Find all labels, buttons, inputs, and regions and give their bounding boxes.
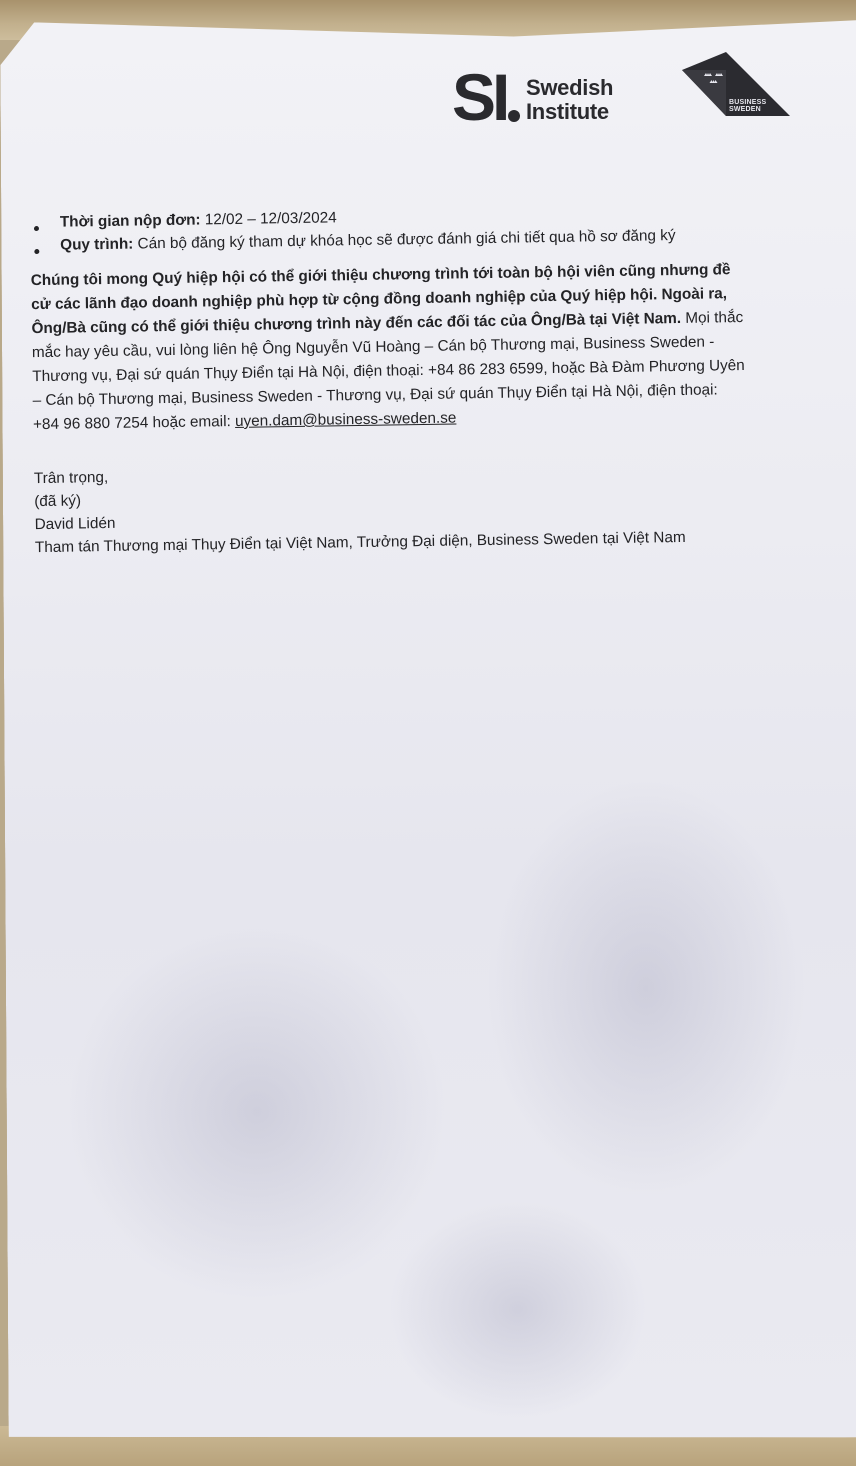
bullet-label: Thời gian nộp đơn: [59,211,201,231]
paragraph-line-7 [33,409,457,434]
bullet-item-process [60,227,676,255]
signer-name: David Lidén [34,514,116,534]
si-name-line2: Institute [526,99,609,124]
bullet-label: Quy trình: [60,235,134,254]
bullet-text: 12/02 – 12/03/2024 [200,209,337,229]
paragraph-line-3-rest: Mọi thắc [680,308,744,327]
si-name-line1: Swedish [526,75,614,100]
bullet-item-application-period [60,209,337,231]
paragraph-line-2: cử các lãnh đạo doanh nghiệp phù hợp từ cộng đồng doanh nghiệp của Quý hiệp hội. Ngoài ra, [31,285,728,314]
si-logo-mark: SI [452,60,507,134]
signature-note: (đã ký) [34,492,82,511]
bs-name-line2: SWEDEN [729,106,761,113]
paragraph-line-3-bold: Ông/Bà cũng có thể giới thiệu chương trình này đến các đối tác của Ông/Bà tại Việt Nam. [31,309,682,338]
bullet-dot [34,226,39,231]
contact-email-link[interactable]: uyen.dam@business-sweden.se [234,409,457,430]
signer-title: Tham tán Thương mại Thụy Điển tại Việt Nam, Trưởng Đại diện, Business Sweden tại Việt Nam [34,528,686,557]
contact-prefix: +84 96 880 7254 hoặc email: [32,412,236,434]
bullet-text: Cán bộ đăng ký tham dự khóa học sẽ được đánh giá chi tiết qua hồ sơ đăng ký [133,227,676,253]
bullet-dot [34,249,39,254]
paragraph-line-6: – Cán bộ Thương mại, Business Sweden - Thương vụ, Đại sứ quán Thụy Điển tại Hà Nội, điện thoại: [32,381,718,410]
paragraph-line-1: Chúng tôi mong Quý hiệp hội có thể giới thiệu chương trình tới toàn bộ hội viên cũng nhưng đề [30,261,731,290]
paragraph-line-4: mắc hay yêu cầu, vui lòng liên hệ Ông Nguyễn Vũ Hoàng – Cán bộ Thương mại, Business Sweden - [31,333,715,362]
bs-name-line1: BUSINESS [729,99,767,106]
closing-greeting: Trân trọng, [33,468,109,488]
paragraph-line-5: Thương vụ, Đại sứ quán Thụy Điển tại Hà Nội, điện thoại: +84 86 283 6599, hoặc Bà Đàm Phương Uyên [32,356,745,386]
